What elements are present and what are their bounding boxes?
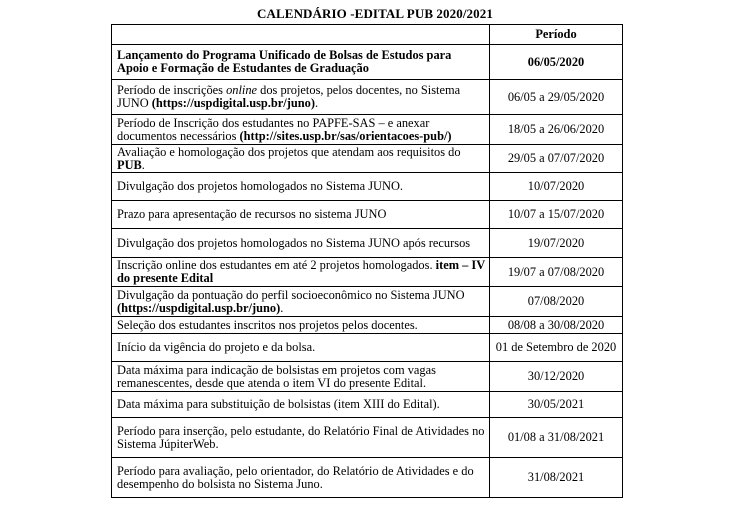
table-row [112,317,623,334]
row-period: 06/05/2020 [490,45,623,80]
row-activity: Data máxima para indicação de bolsistas em projetos com vagas remanescentes, desde que atenda o item VI do presente Edital. [112,362,490,392]
juno-link[interactable]: (https://uspdigital.usp.br/juno) [151,96,315,110]
row-period: 31/08/2021 [490,458,623,498]
calendar-table [111,24,623,498]
table-row [112,258,623,287]
table-row [112,45,623,80]
row-period: 10/07/2020 [490,173,623,201]
table-row [112,392,623,418]
row-activity [112,80,490,115]
activity-text: dos projetos, pelos docentes, no Sistema JUNO [117,83,461,110]
row-period: 18/05 a 26/06/2020 [490,115,623,145]
activity-text-bold: item – IV do presente Edital [117,258,485,285]
document-title: CALENDÁRIO -EDITAL PUB 2020/2021 [257,6,493,21]
sas-link[interactable]: (http://sites.usp.br/sas/orientacoes-pub/) [239,128,452,143]
row-activity: Divulgação dos projetos homologados no Sistema JUNO. [112,173,490,201]
activity-text: . [314,96,319,110]
juno-link[interactable]: (https://uspdigital.usp.br/juno) [117,300,281,315]
row-period: 01 de Setembro de 2020 [490,334,623,362]
header-cell-activity [112,25,490,45]
row-activity: Seleção dos estudantes inscritos nos projetos pelos docentes. [112,317,490,334]
table-row [112,115,623,145]
table-row [112,80,623,115]
row-activity [112,258,490,287]
row-activity: Período para avaliação, pelo orientador, do Relatório de Atividades e do desempenho do bolsista no Sistema Juno. [112,458,490,498]
table-row [112,334,623,362]
row-activity: Prazo para apresentação de recursos no sistema JUNO [112,201,490,229]
table-row [112,173,623,201]
table-row [112,229,623,258]
activity-text: Avaliação e homologação dos projetos que atendam aos requisitos do [117,144,461,159]
table-header-row [112,25,623,45]
row-period: 01/08 a 31/08/2021 [490,418,623,458]
activity-text: Período de Inscrição dos estudantes no PAPFE-SAS – e anexar documentos necessários [117,115,430,143]
activity-text: . [280,300,284,315]
row-activity: Período para inserção, pelo estudante, do Relatório Final de Atividades no Sistema JúpiterWeb. [112,418,490,458]
row-period: 07/08/2020 [490,287,623,317]
header-cell-period: Período [490,25,623,45]
table-row [112,287,623,317]
row-activity: Início da vigência do projeto e da bolsa. [112,334,490,362]
row-period: 19/07/2020 [490,229,623,258]
row-activity: Lançamento do Programa Unificado de Bolsas de Estudos para Apoio e Formação de Estudantes de Graduação [112,45,490,80]
activity-text-italic: online [226,83,258,97]
row-activity [112,115,490,145]
table-row [112,418,623,458]
row-period: 30/05/2021 [490,392,623,418]
row-activity [112,287,490,317]
row-period: 10/07 a 15/07/2020 [490,201,623,229]
table-row [112,458,623,498]
row-activity: Data máxima para substituição de bolsistas (item XIII do Edital). [112,392,490,418]
row-period: 08/08 a 30/08/2020 [490,317,623,334]
activity-text: Inscrição online dos estudantes em até 2 projetos homologados. [117,258,436,272]
row-period: 30/12/2020 [490,362,623,392]
row-period: 29/05 a 07/07/2020 [490,145,623,173]
row-activity [112,145,490,173]
table-row [112,362,623,392]
row-period: 06/05 a 29/05/2020 [490,80,623,115]
table-row [112,201,623,229]
activity-text: . [141,157,145,172]
activity-text: Divulgação da pontuação do perfil socioeconômico no Sistema JUNO [117,287,465,302]
activity-text: Período de inscrições [117,83,227,97]
table-row [112,145,623,173]
activity-text-bold: PUB [117,157,142,172]
row-period: 19/07 a 07/08/2020 [490,258,623,287]
row-activity: Divulgação dos projetos homologados no Sistema JUNO após recursos [112,229,490,258]
